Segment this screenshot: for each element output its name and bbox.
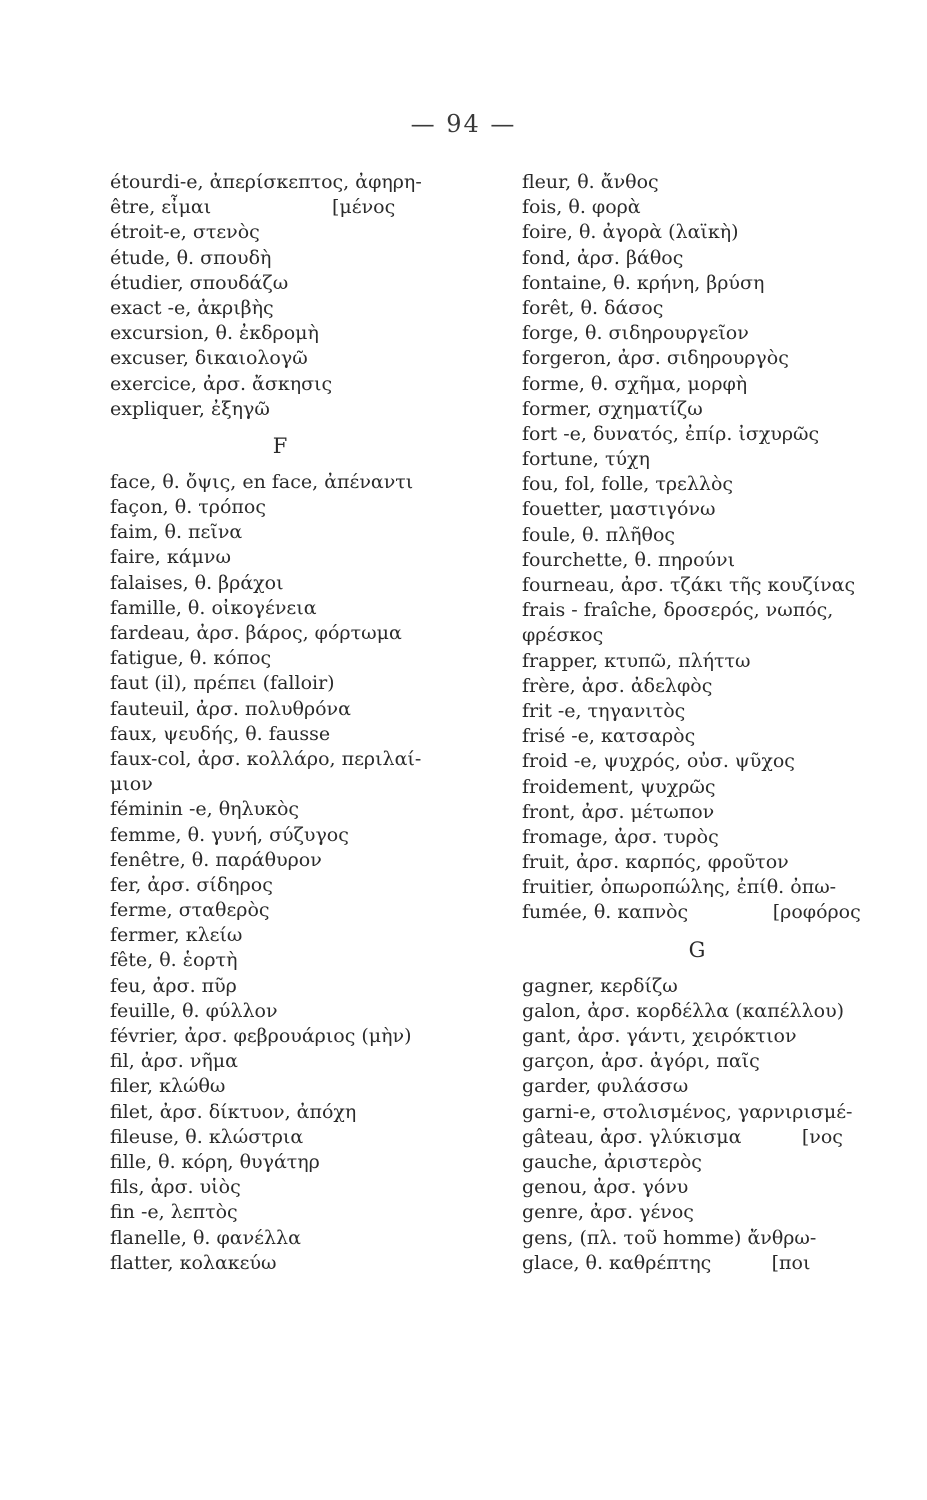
entry-list bbox=[110, 470, 470, 1276]
dictionary-entry: étourdi-e, ἀπερίσκεπτος, ἀφηρη- bbox=[110, 171, 422, 193]
dictionary-entry: ferme, σταθερὸς bbox=[110, 899, 270, 922]
dictionary-entry: faux, ψευδής, θ. fausse bbox=[110, 722, 331, 745]
dictionary-entry: foule, θ. πλῆθος bbox=[522, 523, 676, 546]
dictionary-entry: fruitier, ὀπωροπώλης, ἐπίθ. ὀπω- bbox=[522, 876, 837, 899]
dictionary-entry: garçon, ἀρσ. ἀγόρι, παῖς bbox=[522, 1050, 760, 1073]
entry-list bbox=[522, 170, 892, 926]
dictionary-entry: famille, θ. οἰκογένεια bbox=[110, 596, 317, 619]
letter-heading: F bbox=[272, 433, 288, 458]
dictionary-entry: étudier, σπουδάζω bbox=[110, 271, 289, 294]
dictionary-entry: février, ἀρσ. φεβρουάριος (μὴν) bbox=[110, 1025, 412, 1047]
dictionary-entry: genou, ἀρσ. γόνυ bbox=[522, 1176, 689, 1199]
dictionary-entry: étude, θ. σπουδὴ bbox=[110, 246, 272, 269]
dictionary-entry: faire, κάμνω bbox=[110, 546, 231, 569]
dictionary-entry: fer, ἀρσ. σίδηρος bbox=[110, 873, 273, 896]
dictionary-entry: fourchette, θ. πηρούνι bbox=[522, 548, 736, 571]
dictionary-entry: fille, θ. κόρη, θυγάτηρ bbox=[110, 1150, 320, 1173]
dictionary-entry: forme, θ. σχῆμα, μορφὴ bbox=[522, 372, 748, 395]
dictionary-entry: gagner, κερδίζω bbox=[522, 974, 678, 997]
entry-list bbox=[522, 974, 892, 1276]
dictionary-entry: façon, θ. τρόπος bbox=[110, 496, 266, 519]
dictionary-entry: fond, ἀρσ. βάθος bbox=[522, 246, 684, 269]
dictionary-entry: fort -e, δυνατός, ἐπίρ. ἰσχυρῶς bbox=[522, 422, 820, 445]
dictionary-entry: fin -e, λεπτὸς bbox=[110, 1201, 238, 1224]
dictionary-entry: flanelle, θ. φανέλλα bbox=[110, 1226, 301, 1249]
dictionary-entry: foire, θ. ἀγορὰ (λαϊκὴ) bbox=[522, 221, 739, 244]
dictionary-entry: fileuse, θ. κλώστρια bbox=[110, 1125, 304, 1148]
dictionary-entry: gauche, ἀριστερὸς bbox=[522, 1150, 702, 1173]
dictionary-entry: frapper, κτυπῶ, πλήττω bbox=[522, 649, 751, 672]
dictionary-entry: fête, θ. ἑορτὴ bbox=[110, 949, 238, 972]
dictionary-entry: faim, θ. πεῖνα bbox=[110, 521, 243, 544]
letter-heading: G bbox=[688, 937, 706, 962]
right-column bbox=[522, 170, 892, 1276]
entry-list bbox=[110, 170, 470, 422]
dictionary-entry: fermer, κλείω bbox=[110, 924, 243, 947]
dictionary-entry: frère, ἀρσ. ἀδελφὸς bbox=[522, 674, 713, 697]
dictionary-entry: fils, ἀρσ. υἱὸς bbox=[110, 1176, 241, 1199]
dictionary-entry: faut (il), πρέπει (falloir) bbox=[110, 672, 335, 695]
dictionary-entry: forge, θ. σιδηρουργεῖον bbox=[522, 322, 749, 345]
dictionary-entry: face, θ. ὄψις, en face, ἀπέναντι bbox=[110, 470, 414, 493]
dictionary-entry: frit -e, τηγανιτὸς bbox=[522, 699, 686, 722]
dictionary-entry: être, εἶμαι [μένος bbox=[110, 196, 396, 219]
left-column bbox=[110, 170, 470, 1276]
dictionary-entry: fumée, θ. καπνὸς [ροφόρος bbox=[522, 901, 861, 924]
dictionary-entry: former, σχηματίζω bbox=[522, 397, 703, 420]
dictionary-entry: forgeron, ἀρσ. σιδηρουργὸς bbox=[522, 347, 789, 370]
dictionary-entry: expliquer, ἐξηγῶ bbox=[110, 397, 270, 420]
dictionary-entry: faux-col, ἀρσ. κολλάρο, περιλαί- bbox=[110, 747, 422, 770]
dictionary-entry: frais - fraîche, δροσερός, νωπός, bbox=[522, 599, 834, 622]
dictionary-entry: fatigue, θ. κόπος bbox=[110, 647, 272, 670]
dictionary-entry: froidement, ψυχρῶς bbox=[522, 775, 716, 798]
dictionary-entry: gant, ἀρσ. γάντι, χειρόκτιον bbox=[522, 1025, 797, 1047]
dictionary-entry: glace, θ. καθρέπτης [ποι bbox=[522, 1251, 811, 1274]
dictionary-entry: garder, φυλάσσω bbox=[522, 1075, 689, 1098]
dictionary-entry: fontaine, θ. κρήνη, βρύση bbox=[522, 271, 765, 294]
dictionary-entry: falaises, θ. βράχοι bbox=[110, 571, 284, 594]
dictionary-entry: flatter, κολακεύω bbox=[110, 1251, 277, 1274]
dictionary-entry: étroit-e, στενὸς bbox=[110, 221, 260, 244]
page-number: — 94 — bbox=[410, 110, 517, 138]
dictionary-entry: excursion, θ. ἐκδρομὴ bbox=[110, 322, 319, 345]
dictionary-entry: fleur, θ. ἄνθος bbox=[522, 171, 659, 193]
dictionary-entry: fouetter, μαστιγόνω bbox=[522, 498, 716, 521]
dictionary-entry: fil, ἀρσ. νῆμα bbox=[110, 1050, 238, 1073]
dictionary-entry: feu, ἀρσ. πῦρ bbox=[110, 974, 237, 997]
dictionary-entry: fortune, τύχη bbox=[522, 448, 650, 471]
dictionary-entry: filet, ἀρσ. δίκτυον, ἀπόχη bbox=[110, 1100, 357, 1123]
dictionary-entry: gens, (πλ. τοῦ homme) ἄνθρω- bbox=[522, 1226, 817, 1249]
dictionary-entry: fenêtre, θ. παράθυρον bbox=[110, 848, 322, 871]
dictionary-entry: feuille, θ. φύλλον bbox=[110, 999, 278, 1022]
dictionary-entry: garni-e, στολισμένος, γαρνιρισμέ- bbox=[522, 1100, 853, 1123]
dictionary-entry: frisé -e, κατσαρὸς bbox=[522, 725, 696, 748]
dictionary-entry: μιον bbox=[110, 773, 153, 796]
dictionary-entry: exact -e, ἀκριβὴς bbox=[110, 296, 274, 319]
dictionary-entry: fourneau, ἀρσ. τζάκι τῆς κουζίνας bbox=[522, 574, 856, 596]
dictionary-entry: gâteau, ἀρσ. γλύκισμα [νος bbox=[522, 1125, 843, 1148]
dictionary-entry: fois, θ. φορὰ bbox=[522, 196, 641, 219]
dictionary-entry: féminin -e, θηλυκὸς bbox=[110, 798, 300, 821]
dictionary-entry: fauteuil, ἀρσ. πολυθρόνα bbox=[110, 697, 351, 720]
dictionary-entry: excuser, δικαιολογῶ bbox=[110, 347, 308, 370]
dictionary-entry: galon, ἀρσ. κορδέλλα (καπέλλου) bbox=[522, 999, 845, 1022]
dictionary-entry: femme, θ. γυνή, σύζυγος bbox=[110, 823, 349, 846]
dictionary-entry: fardeau, ἀρσ. βάρος, φόρτωμα bbox=[110, 622, 402, 644]
dictionary-entry: filer, κλώθω bbox=[110, 1075, 226, 1098]
dictionary-entry: fou, fol, folle, τρελλὸς bbox=[522, 473, 734, 496]
dictionary-entry: froid -e, ψυχρός, οὐσ. ψῦχος bbox=[522, 750, 795, 773]
dictionary-entry: fruit, ἀρσ. καρπός, φροῦτον bbox=[522, 851, 789, 874]
dictionary-entry: exercice, ἀρσ. ἄσκησις bbox=[110, 372, 333, 395]
dictionary-entry: φρέσκος bbox=[522, 624, 604, 647]
dictionary-entry: fromage, ἀρσ. τυρὸς bbox=[522, 825, 719, 848]
dictionary-entry: forêt, θ. δάσος bbox=[522, 296, 664, 319]
dictionary-entry: front, ἀρσ. μέτωπον bbox=[522, 800, 715, 823]
dictionary-entry: genre, ἀρσ. γένος bbox=[522, 1201, 694, 1224]
